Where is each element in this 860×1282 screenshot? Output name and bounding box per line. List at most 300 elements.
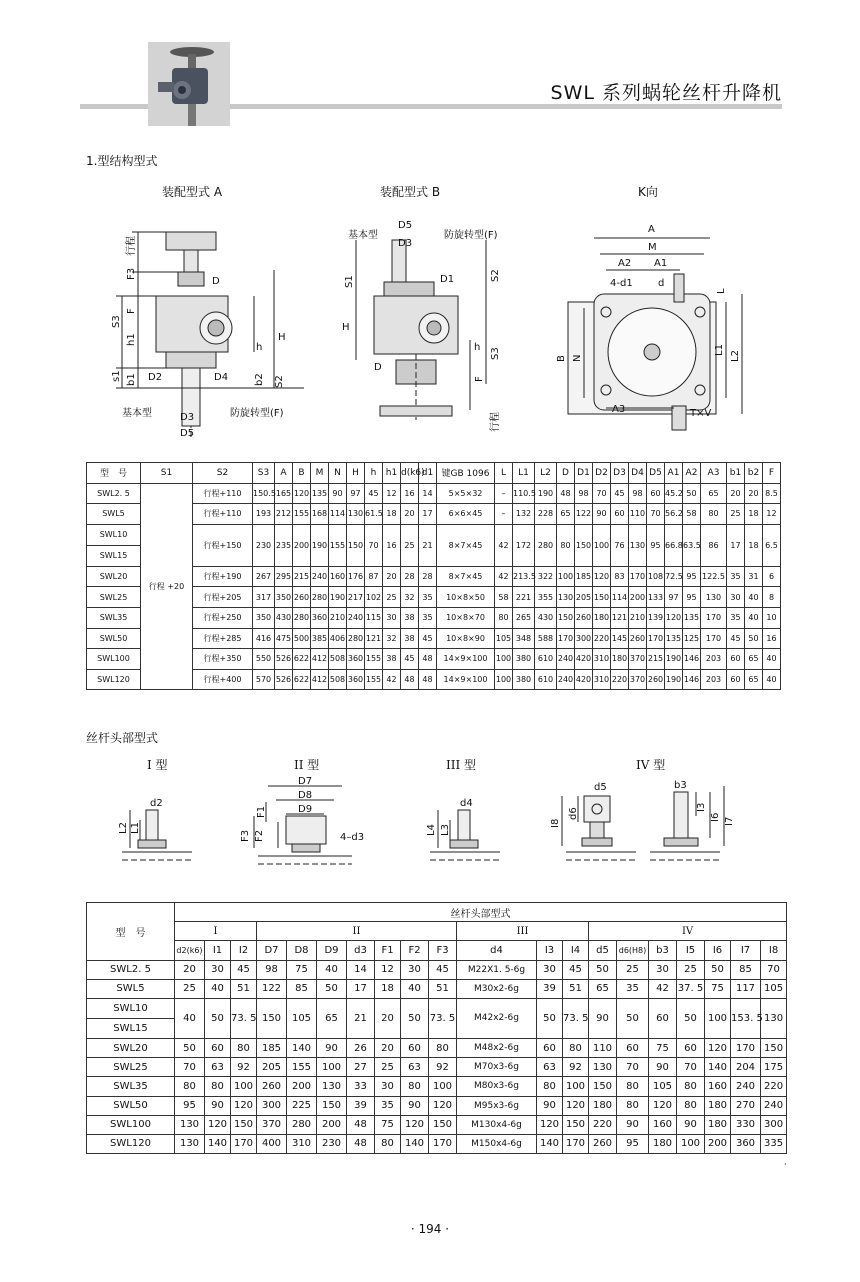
label-l2: L2 — [118, 822, 129, 834]
value-cell: 92 — [231, 1058, 257, 1077]
label-d5: D5 — [180, 428, 195, 439]
label-l3: L3 — [440, 824, 451, 836]
value-cell: 60 — [649, 998, 677, 1038]
s2-cell: 行程+250 — [193, 607, 253, 628]
value-cell: 80 — [175, 1077, 205, 1096]
value-cell: 260 — [293, 587, 311, 608]
value-cell: 360 — [347, 669, 365, 690]
value-cell: 10×8×70 — [437, 607, 495, 628]
label-d4: D4 — [214, 372, 229, 383]
value-cell: 40 — [763, 649, 781, 670]
value-cell: M130x4-6g — [457, 1115, 537, 1134]
column-header: I5 — [677, 941, 705, 960]
value-cell: 27 — [347, 1058, 375, 1077]
value-cell: 140 — [287, 1038, 317, 1057]
value-cell: 170 — [731, 1038, 761, 1057]
value-cell: 48 — [419, 669, 437, 690]
value-cell: 215 — [293, 566, 311, 587]
value-cell: 5×5×32 — [437, 483, 495, 504]
label-f: F — [126, 308, 137, 314]
label-d9: D9 — [298, 804, 313, 815]
assembly-a-drawing — [104, 210, 304, 445]
value-cell: 60 — [205, 1038, 231, 1057]
value-cell: 30 — [205, 960, 231, 979]
value-cell: 185 — [575, 566, 593, 587]
value-cell: 75 — [649, 1038, 677, 1057]
value-cell: 150 — [317, 1096, 347, 1115]
value-cell: 16 — [763, 628, 781, 649]
value-cell: 56.2 — [665, 504, 683, 525]
column-header: F — [763, 463, 781, 484]
value-cell: 35 — [727, 566, 745, 587]
value-cell: 172 — [513, 524, 535, 566]
value-cell: 30 — [375, 1077, 401, 1096]
section-heading-screw-head: 丝杆头部型式 — [86, 731, 159, 745]
value-cell: 240 — [311, 566, 329, 587]
value-cell: 132 — [513, 504, 535, 525]
value-cell: 50 — [745, 628, 763, 649]
value-cell: 8 — [763, 587, 781, 608]
value-cell: 50 — [617, 998, 649, 1038]
value-cell: 170 — [563, 1134, 589, 1153]
value-cell: 117 — [731, 979, 761, 998]
value-cell: 65 — [701, 483, 727, 504]
s2-cell: 行程+110 — [193, 483, 253, 504]
value-cell: 30 — [727, 587, 745, 608]
value-cell: 58 — [683, 504, 701, 525]
value-cell: 240 — [347, 607, 365, 628]
value-cell: 350 — [275, 587, 293, 608]
value-cell: 170 — [231, 1134, 257, 1153]
model-cell: SWL2. 5 — [87, 483, 141, 504]
label-a: A — [648, 224, 655, 235]
column-header: D7 — [257, 941, 287, 960]
table-row — [87, 979, 787, 998]
type-group-header: II — [257, 922, 457, 941]
label-f2: F2 — [254, 829, 265, 842]
value-cell: 14×9×100 — [437, 669, 495, 690]
value-cell: 70 — [593, 483, 611, 504]
value-cell: 80 — [563, 1038, 589, 1057]
value-cell: 170 — [629, 566, 647, 587]
value-cell: 92 — [563, 1058, 589, 1077]
column-header: I6 — [705, 941, 731, 960]
column-header: D — [557, 463, 575, 484]
value-cell: 526 — [275, 669, 293, 690]
value-cell: M30x2-6g — [457, 979, 537, 998]
value-cell: 100 — [317, 1058, 347, 1077]
value-cell: 120 — [649, 1096, 677, 1115]
table-header-row — [87, 922, 787, 941]
column-header: d5 — [589, 941, 617, 960]
value-cell: 61.5 — [365, 504, 383, 525]
model-cell: SWL35 — [87, 607, 141, 628]
value-cell: 12 — [375, 960, 401, 979]
value-cell: 110 — [589, 1038, 617, 1057]
value-cell: 270 — [731, 1096, 761, 1115]
value-cell: 150 — [231, 1115, 257, 1134]
model-cell: SWL2. 5 — [87, 960, 175, 979]
value-cell: 80 — [557, 524, 575, 566]
s2-cell: 行程+400 — [193, 669, 253, 690]
value-cell: 45 — [231, 960, 257, 979]
label-d8: D8 — [298, 790, 313, 801]
value-cell: 193 — [253, 504, 275, 525]
value-cell: 526 — [275, 649, 293, 670]
caption-assembly-a: 装配型式 A — [162, 185, 223, 199]
value-cell: 190 — [311, 524, 329, 566]
value-cell: 95 — [617, 1134, 649, 1153]
value-cell: 100 — [563, 1077, 589, 1096]
value-cell: 51 — [231, 979, 257, 998]
table-row — [87, 483, 781, 504]
value-cell: 150 — [593, 587, 611, 608]
value-cell: 60 — [401, 1038, 429, 1057]
value-cell: 120 — [593, 566, 611, 587]
label-s3: S3 — [111, 315, 122, 328]
value-cell: 20 — [401, 504, 419, 525]
value-cell: 14 — [419, 483, 437, 504]
value-cell: 28 — [419, 566, 437, 587]
value-cell: 35 — [419, 607, 437, 628]
value-cell: 6 — [763, 566, 781, 587]
value-cell: 38 — [401, 628, 419, 649]
label-d7: D7 — [298, 776, 313, 787]
value-cell: 140 — [205, 1134, 231, 1153]
value-cell: 140 — [705, 1058, 731, 1077]
value-cell: 121 — [365, 628, 383, 649]
column-header: d4 — [457, 941, 537, 960]
value-cell: 180 — [705, 1096, 731, 1115]
value-cell: 240 — [557, 669, 575, 690]
value-cell: 100 — [557, 566, 575, 587]
value-cell: 48 — [557, 483, 575, 504]
model-cell: SWL100 — [87, 1115, 175, 1134]
label-d-b: D — [374, 362, 382, 373]
label-l1: L1 — [714, 344, 725, 356]
value-cell: 80 — [537, 1077, 563, 1096]
value-cell: 170 — [557, 628, 575, 649]
value-cell: 190 — [665, 649, 683, 670]
value-cell: 160 — [705, 1077, 731, 1096]
value-cell: 475 — [275, 628, 293, 649]
value-cell: 145 — [611, 628, 629, 649]
value-cell: 330 — [731, 1115, 761, 1134]
value-cell: 130 — [347, 504, 365, 525]
model-cell: SWL35 — [87, 1077, 175, 1096]
column-header: F1 — [375, 941, 401, 960]
s1-merged-cell: 行程 +20 — [141, 483, 193, 690]
value-cell: 51 — [429, 979, 457, 998]
value-cell: 48 — [419, 649, 437, 670]
value-cell: 35 — [375, 1096, 401, 1115]
value-cell: 355 — [535, 587, 557, 608]
value-cell: 40 — [763, 669, 781, 690]
value-cell: 420 — [575, 649, 593, 670]
s2-cell: 行程+285 — [193, 628, 253, 649]
label-a1: A1 — [654, 258, 668, 269]
value-cell: 220 — [611, 669, 629, 690]
label-i7: I7 — [724, 816, 735, 826]
label-a3: A3 — [612, 404, 626, 415]
type-1-drawing — [108, 790, 198, 870]
column-header: L1 — [513, 463, 535, 484]
label-i8: I8 — [550, 818, 561, 828]
column-header: B — [293, 463, 311, 484]
label-b3: b3 — [674, 780, 687, 791]
s2-cell: 行程+150 — [193, 524, 253, 566]
value-cell: 32 — [383, 628, 401, 649]
value-cell: 18 — [375, 979, 401, 998]
value-cell: 140 — [401, 1134, 429, 1153]
value-cell: 120 — [705, 1038, 731, 1057]
value-cell: 20 — [383, 566, 401, 587]
value-cell: 310 — [287, 1134, 317, 1153]
model-cell: SWL120 — [87, 669, 141, 690]
value-cell: 65 — [317, 998, 347, 1038]
value-cell: 280 — [287, 1115, 317, 1134]
s2-cell: 行程+205 — [193, 587, 253, 608]
value-cell: 28 — [401, 566, 419, 587]
value-cell: 155 — [293, 504, 311, 525]
label-i6: I6 — [710, 812, 721, 822]
s2-cell: 行程+190 — [193, 566, 253, 587]
value-cell: 168 — [311, 504, 329, 525]
value-cell: 210 — [629, 607, 647, 628]
value-cell: 225 — [287, 1096, 317, 1115]
value-cell: 50 — [175, 1038, 205, 1057]
model-cell — [87, 524, 141, 566]
model-cell: SWL20 — [87, 566, 141, 587]
column-header: d1 — [419, 463, 437, 484]
value-cell: 160 — [329, 566, 347, 587]
model-cell: SWL5 — [87, 504, 141, 525]
value-cell: 213.5 — [513, 566, 535, 587]
value-cell: 105 — [649, 1077, 677, 1096]
model-cell: SWL25 — [87, 1058, 175, 1077]
value-cell: 40 — [745, 607, 763, 628]
value-cell: 80 — [677, 1096, 705, 1115]
value-cell: 21 — [419, 524, 437, 566]
value-cell: 622 — [293, 669, 311, 690]
value-cell: 155 — [365, 669, 383, 690]
value-cell: 212 — [275, 504, 293, 525]
label-txv: T×V — [690, 408, 712, 419]
value-cell: 65 — [557, 504, 575, 525]
value-cell: 38 — [401, 607, 419, 628]
value-cell: 105 — [287, 998, 317, 1038]
column-header: d(k6) — [401, 463, 419, 484]
type-group-header: III — [457, 922, 589, 941]
value-cell: 25 — [175, 979, 205, 998]
value-cell: 17 — [419, 504, 437, 525]
value-cell: 90 — [589, 998, 617, 1038]
value-cell: 30 — [383, 607, 401, 628]
value-cell: 25 — [677, 960, 705, 979]
value-cell: 150 — [557, 607, 575, 628]
column-header: A — [275, 463, 293, 484]
value-cell: 205 — [257, 1058, 287, 1077]
value-cell: 610 — [535, 649, 557, 670]
value-cell: 150 — [257, 998, 287, 1038]
column-header: I8 — [761, 941, 787, 960]
value-cell: 175 — [761, 1058, 787, 1077]
label-d6: d6 — [568, 807, 579, 820]
value-cell: 50 — [537, 998, 563, 1038]
value-cell: 10×8×50 — [437, 587, 495, 608]
screw-head-table — [86, 902, 787, 1154]
value-cell: 130 — [175, 1134, 205, 1153]
value-cell: 610 — [535, 669, 557, 690]
value-cell: 205 — [575, 587, 593, 608]
value-cell: 230 — [317, 1134, 347, 1153]
value-cell: 73. 5 — [231, 998, 257, 1038]
value-cell: 170 — [701, 607, 727, 628]
value-cell: 180 — [649, 1134, 677, 1153]
value-cell: 45 — [611, 483, 629, 504]
value-cell: 420 — [575, 669, 593, 690]
value-cell: 130 — [557, 587, 575, 608]
table-row — [87, 998, 787, 1038]
value-cell: 220 — [593, 628, 611, 649]
label-h-lower-b: h — [474, 342, 481, 353]
value-cell: 48 — [401, 669, 419, 690]
value-cell: 90 — [593, 504, 611, 525]
table-row — [87, 1058, 787, 1077]
label-s3-b: S3 — [490, 347, 501, 360]
model-cell: SWL5 — [87, 979, 175, 998]
value-cell: M22X1. 5-6g — [457, 960, 537, 979]
label-f1: F1 — [256, 805, 267, 818]
label-d3-b: D3 — [398, 238, 413, 249]
value-cell: 26 — [347, 1038, 375, 1057]
label-l4: L4 — [426, 824, 437, 836]
value-cell: 295 — [275, 566, 293, 587]
value-cell: 430 — [535, 607, 557, 628]
value-cell: 80 — [495, 607, 513, 628]
value-cell: 380 — [513, 669, 535, 690]
value-cell: 60 — [677, 1038, 705, 1057]
value-cell: 80 — [617, 1077, 649, 1096]
label-i3: I3 — [696, 802, 707, 812]
value-cell: 228 — [535, 504, 557, 525]
value-cell: M80x3-6g — [457, 1077, 537, 1096]
label-d: D — [212, 276, 220, 287]
type-4-drawing — [546, 776, 776, 872]
value-cell: 42 — [495, 566, 513, 587]
value-cell: 121 — [611, 607, 629, 628]
value-cell: 122.5 — [701, 566, 727, 587]
column-header: b3 — [649, 941, 677, 960]
column-header: F3 — [429, 941, 457, 960]
value-cell: 120 — [231, 1096, 257, 1115]
value-cell: 500 — [293, 628, 311, 649]
value-cell: 412 — [311, 649, 329, 670]
value-cell: 155 — [365, 649, 383, 670]
value-cell: 50 — [589, 960, 617, 979]
value-cell: 370 — [257, 1115, 287, 1134]
value-cell: 130 — [175, 1115, 205, 1134]
value-cell: 73. 5 — [429, 998, 457, 1038]
value-cell: 260 — [647, 669, 665, 690]
value-cell: 80 — [429, 1038, 457, 1057]
model-name: SWL15 — [99, 550, 128, 560]
table-row — [87, 1038, 787, 1057]
type-group-header: I — [175, 922, 257, 941]
value-cell: 30 — [537, 960, 563, 979]
value-cell: 40 — [401, 979, 429, 998]
value-cell: 90 — [317, 1038, 347, 1057]
value-cell: 280 — [293, 607, 311, 628]
value-cell: 360 — [347, 649, 365, 670]
label-h-upper-b: H — [342, 322, 350, 333]
value-cell: 550 — [253, 649, 275, 670]
column-header: I1 — [205, 941, 231, 960]
column-header: D8 — [287, 941, 317, 960]
column-header: D2 — [593, 463, 611, 484]
value-cell: 30 — [401, 960, 429, 979]
value-cell: 40 — [175, 998, 205, 1038]
table-header-row — [87, 903, 787, 922]
value-cell: 45 — [365, 483, 383, 504]
value-cell: 35 — [617, 979, 649, 998]
caption-type-4: IV 型 — [636, 758, 666, 772]
table-header-row — [87, 463, 781, 484]
value-cell: 235 — [275, 524, 293, 566]
s2-cell: 行程+350 — [193, 649, 253, 670]
value-cell: 25 — [401, 524, 419, 566]
value-cell: 130 — [701, 587, 727, 608]
value-cell: 260 — [257, 1077, 287, 1096]
value-cell: 60 — [537, 1038, 563, 1057]
column-header: D4 — [629, 463, 647, 484]
value-cell: 135 — [683, 607, 701, 628]
value-cell: M150x4-6g — [457, 1134, 537, 1153]
label-d3: D3 — [180, 412, 195, 423]
value-cell: 108 — [647, 566, 665, 587]
label-d-k: d — [658, 278, 665, 289]
model-header: 型 号 — [87, 903, 175, 961]
value-cell: 280 — [347, 628, 365, 649]
value-cell: 150 — [347, 524, 365, 566]
value-cell: 48 — [347, 1115, 375, 1134]
value-cell: 90 — [205, 1096, 231, 1115]
screw-head-table-header — [87, 903, 787, 961]
model-cell: SWL120 — [87, 1134, 175, 1153]
value-cell: 204 — [731, 1058, 761, 1077]
value-cell: 130 — [317, 1077, 347, 1096]
value-cell: 85 — [287, 979, 317, 998]
value-cell: M70x3-6g — [457, 1058, 537, 1077]
value-cell: 139 — [647, 607, 665, 628]
value-cell: 300 — [761, 1115, 787, 1134]
value-cell: 380 — [513, 649, 535, 670]
table-row — [87, 1096, 787, 1115]
label-b1: b1 — [126, 373, 137, 386]
value-cell: 160 — [649, 1115, 677, 1134]
value-cell: 120 — [429, 1096, 457, 1115]
value-cell: 12 — [763, 504, 781, 525]
value-cell: 114 — [329, 504, 347, 525]
value-cell: 97 — [347, 483, 365, 504]
value-cell: 97 — [665, 587, 683, 608]
value-cell: 42 — [649, 979, 677, 998]
column-header: I2 — [231, 941, 257, 960]
value-cell: 360 — [311, 607, 329, 628]
value-cell: 8×7×45 — [437, 566, 495, 587]
value-cell: 190 — [665, 669, 683, 690]
value-cell: 155 — [287, 1058, 317, 1077]
